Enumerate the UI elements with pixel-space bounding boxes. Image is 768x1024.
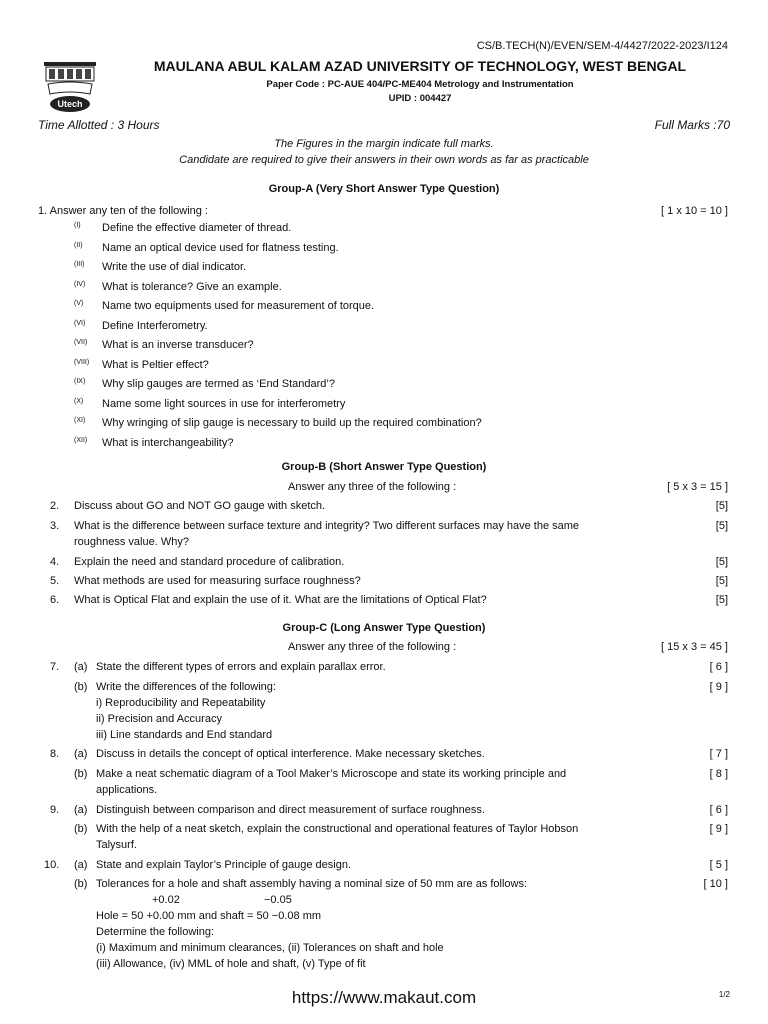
upid: UPID : 004427 — [388, 93, 452, 104]
university-name: MAULANA ABUL KALAM AZAD UNIVERSITY OF TECHNOLOGY, WEST BENGAL — [153, 58, 687, 74]
hole-upper-tolerance: +0.02 — [152, 894, 180, 906]
group-b-instruction: Answer any three of the following : — [288, 481, 457, 493]
footer-url[interactable]: https://www.makaut.com — [291, 988, 477, 1007]
full-marks: Full Marks :70 — [654, 118, 730, 132]
instruction-line-2: Candidate are required to give their answers in their own words as far as practicable — [179, 154, 589, 166]
group-c-instruction: Answer any three of the following : — [288, 641, 457, 653]
list-item: iii) Line standards and End standard — [96, 729, 273, 741]
logo-text: Utech — [57, 99, 83, 109]
question-1-label: 1. Answer any ten of the following : — [38, 205, 208, 217]
list-item: i) Reproducibility and Repeatability — [96, 697, 266, 709]
exam-code: CS/B.TECH(N)/EVEN/SEM-4/4427/2022-2023/I124 — [476, 40, 728, 52]
group-c-title: Group-C (Long Answer Type Question) — [282, 622, 486, 634]
paper-code: Paper Code : PC-AUE 404/PC-ME404 Metrology and Instrumentation — [266, 79, 574, 90]
page-number: 1/2 — [718, 990, 730, 999]
list-item: ii) Precision and Accuracy — [96, 713, 222, 725]
group-c-marks: [ 15 x 3 = 45 ] — [661, 641, 728, 653]
instruction-line-1: The Figures in the margin indicate full marks. — [274, 138, 494, 150]
group-b-title: Group-B (Short Answer Type Question) — [281, 461, 487, 473]
time-allotted: Time Allotted : 3 Hours — [38, 118, 160, 132]
question-1 — [38, 205, 728, 221]
group-b-marks: [ 5 x 3 = 15 ] — [667, 481, 728, 493]
question-1-marks: [ 1 x 10 = 10 ] — [661, 205, 728, 217]
shaft-upper-tolerance: −0.05 — [264, 894, 292, 906]
group-a-title: Group-A (Very Short Answer Type Question) — [268, 183, 500, 195]
